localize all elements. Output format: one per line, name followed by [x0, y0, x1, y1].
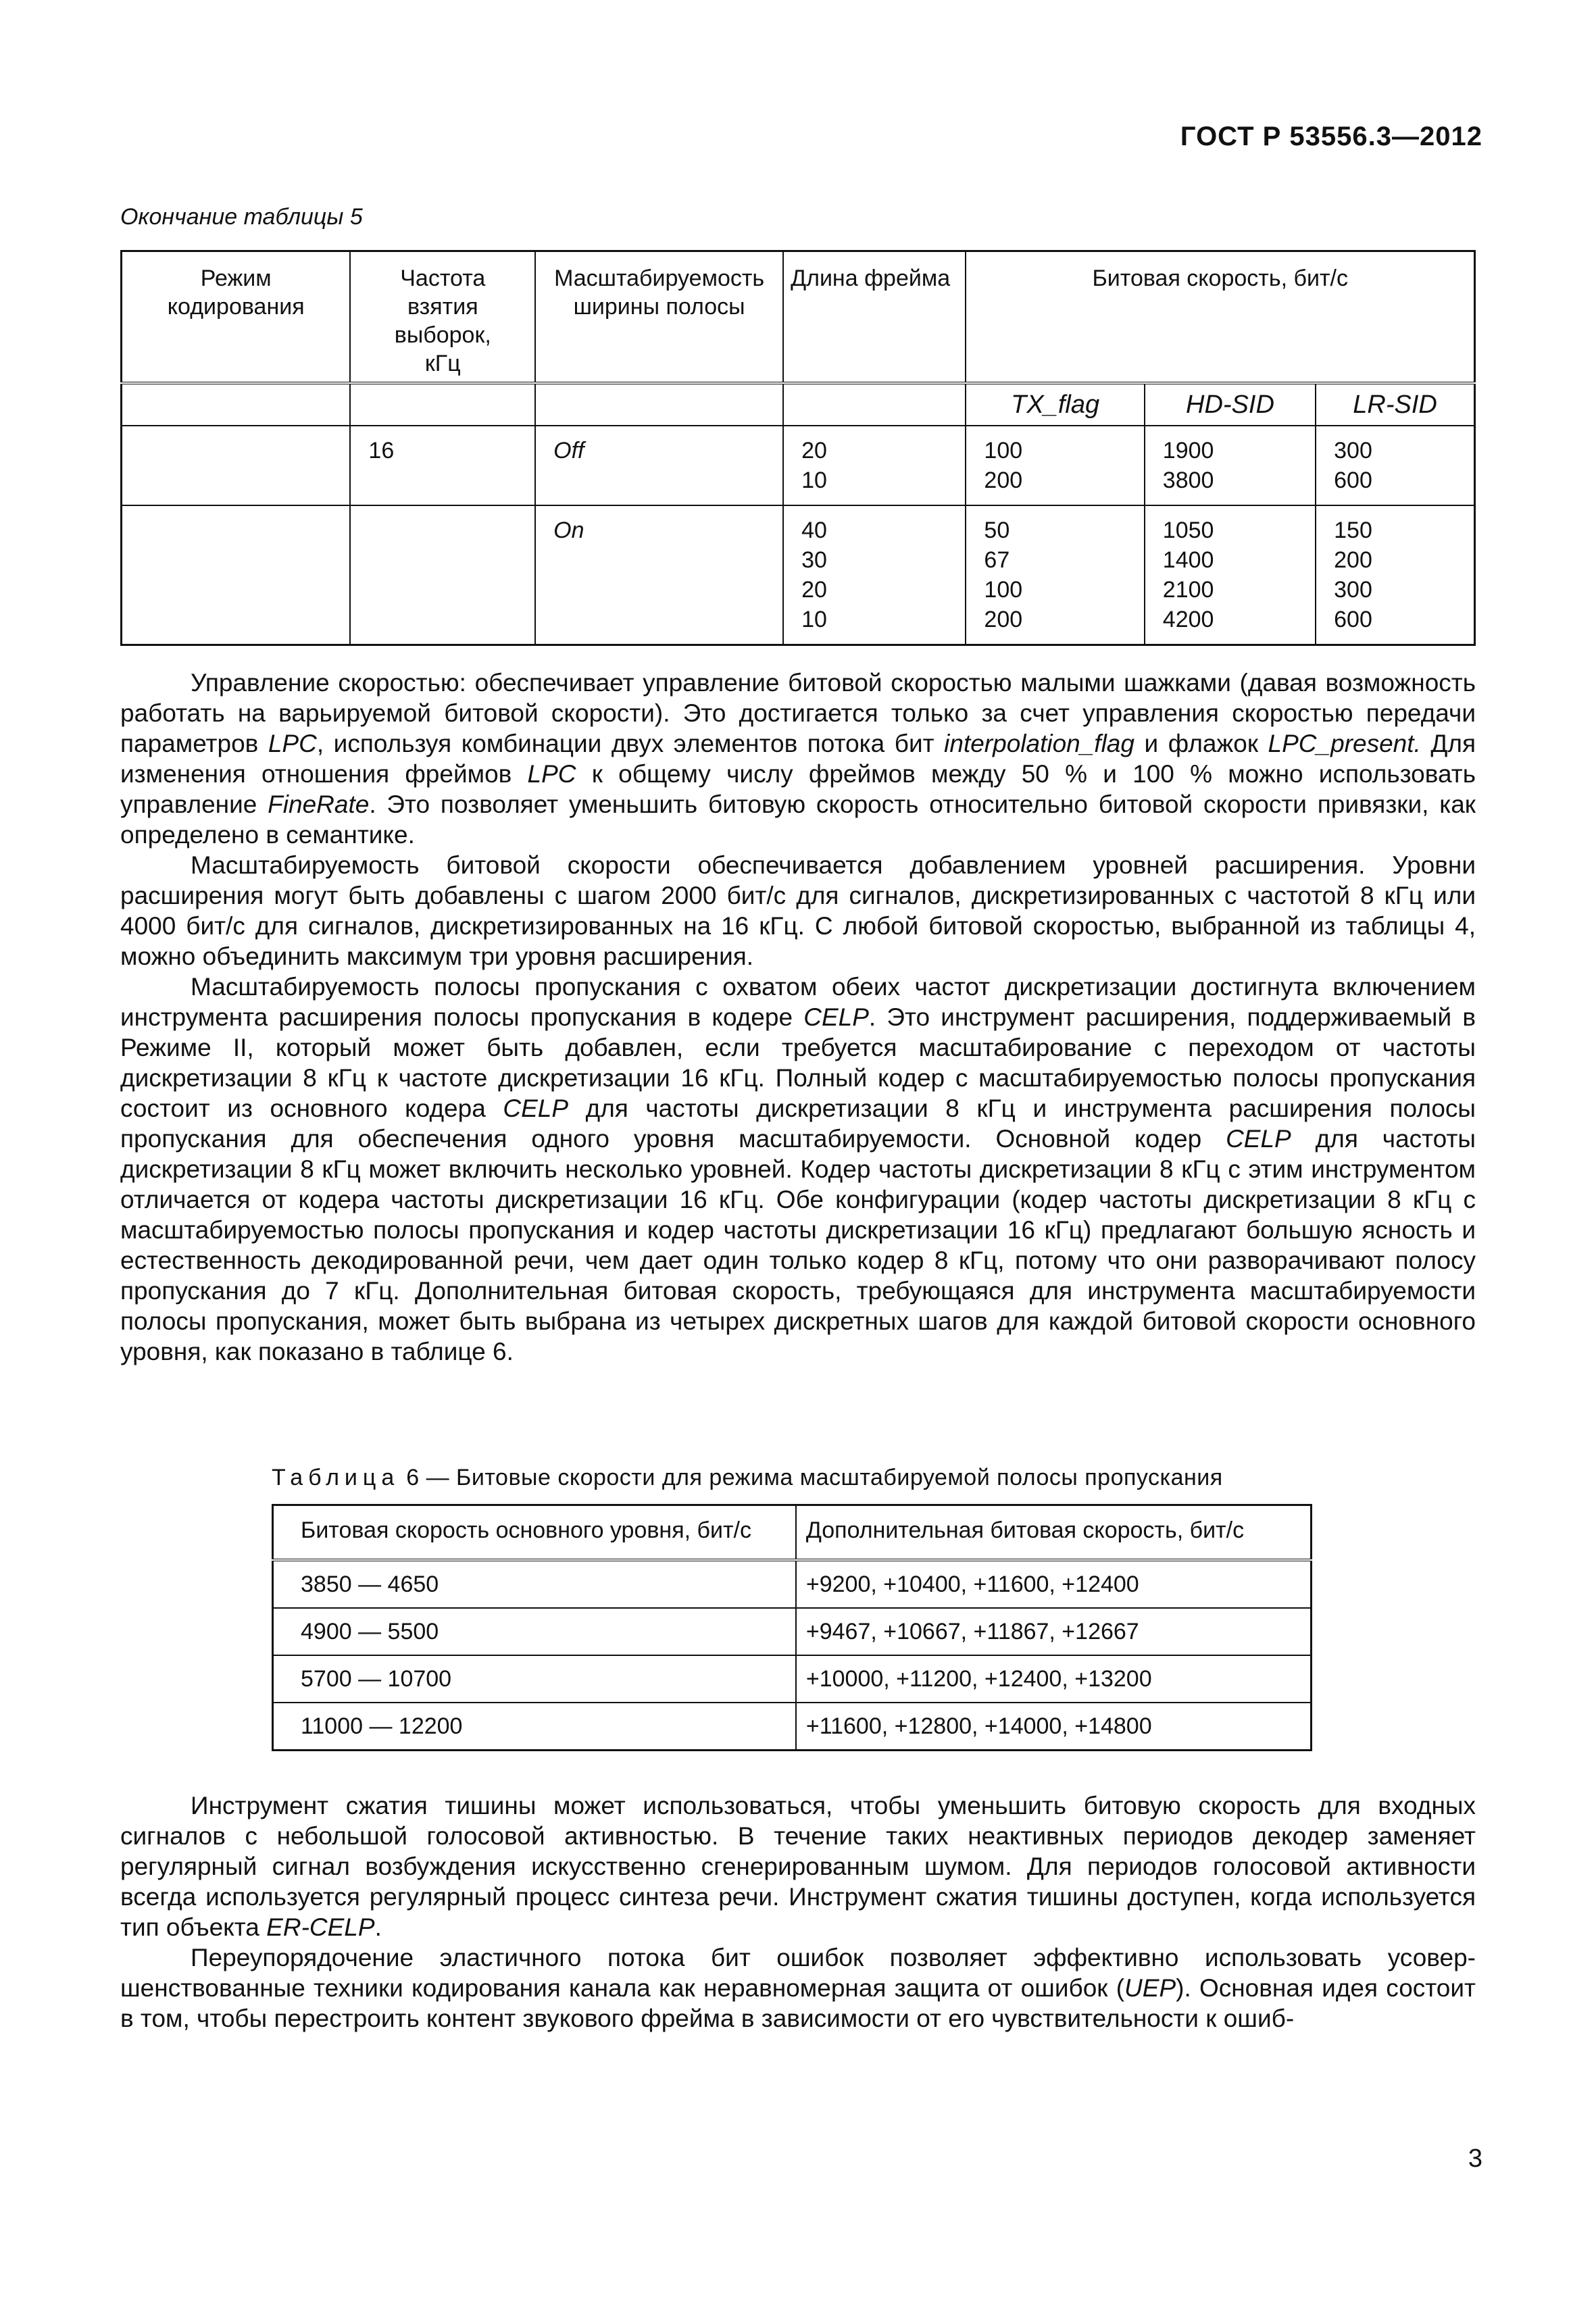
table6-cell-base: 4900 — 5500 — [273, 1608, 796, 1655]
table5-cell-freq — [350, 505, 535, 645]
text-run: ER-CELP — [266, 1913, 375, 1941]
table5-cell-mode — [122, 426, 351, 505]
paragraph-silence-compression — [120, 1790, 1476, 1942]
table6-cell-additional: +10000, +11200, +12400, +13200 — [796, 1655, 1312, 1703]
table6-cell-additional: +11600, +12800, +14000, +14800 — [796, 1703, 1312, 1751]
table6-cell-additional: +9200, +10400, +11600, +12400 — [796, 1560, 1312, 1608]
table5-sub-txflag: TX_flag — [966, 383, 1144, 426]
text-run: CELP — [1226, 1125, 1291, 1153]
table-row — [122, 505, 1475, 645]
table6-cell-base: 11000 — 12200 — [273, 1703, 796, 1751]
text-run: Масштабируемость полосы пропускания с охватом обеих частот дискретизации достигнута включением инструмента расширения полосы пропускания в кодере — [120, 973, 1476, 1031]
text-run: . — [374, 1913, 382, 1941]
table5-cell-frame: 40 30 20 10 — [783, 505, 966, 645]
table5-cell-lr: 300 600 — [1316, 426, 1474, 505]
paragraph-rate-control — [120, 668, 1476, 850]
text-run: LPC_present. — [1268, 730, 1421, 757]
table5-cell-tx: 100 200 — [966, 426, 1144, 505]
table5-sub-empty — [122, 383, 351, 426]
table-row — [273, 1703, 1312, 1751]
table6-header-row — [273, 1505, 1312, 1561]
table5-cell-scal: Off — [535, 426, 783, 505]
table-row — [122, 426, 1475, 505]
table5-subheader-row — [122, 383, 1475, 426]
text-run: interpolation_flag — [944, 730, 1134, 757]
text-run: CELP — [803, 1003, 869, 1031]
table5-header-row — [122, 251, 1475, 384]
table6-cell-base: 5700 — 10700 — [273, 1655, 796, 1703]
table-6 — [272, 1504, 1312, 1751]
table6-cell-base: 3850 — 4650 — [273, 1560, 796, 1608]
table5-cell-freq: 16 — [350, 426, 535, 505]
paragraph-error-resilience — [120, 1942, 1476, 2034]
table6-cell-additional: +9467, +10667, +11867, +12667 — [796, 1608, 1312, 1655]
table-row — [273, 1608, 1312, 1655]
paragraph-bitrate-scalability: Масштабируемость битовой скорости обеспечивается добавлением уровней расширения. Уровни расширения могут быть добавлены с шагом 2000 бит/с для сигналов, дискретизированных с частотой 8 кГц или 4000 бит/с для сигналов, дискретизированных на 16 кГц. С любой битовой скоростью, выбранной из таблицы 4, можно объединить максимум три уровня расширения. — [120, 851, 1476, 970]
paragraph-bandwidth-scalability — [120, 972, 1476, 1367]
table5-sub-lrsid: LR-SID — [1316, 383, 1474, 426]
table5-cell-mode — [122, 505, 351, 645]
text-run: к общему числу фреймов между 50 % и 100 % можно использовать управление — [120, 760, 1476, 818]
table5-caption: Окончание таблицы 5 — [120, 204, 363, 230]
table5-cell-lr: 150 200 300 600 — [1316, 505, 1474, 645]
table6-header-additional: Дополнительная битовая скорость, бит/с — [796, 1505, 1312, 1561]
table5-cell-scal: On — [535, 505, 783, 645]
table6-caption-text: 6 — Битовые скорости для режима масштабируемой полосы пропускания — [399, 1465, 1223, 1490]
table5-header-freq: Частота взятия выборок, кГц — [350, 251, 535, 384]
table5-header-mode: Режим кодирования — [122, 251, 351, 384]
page-number: 3 — [1468, 2144, 1482, 2173]
text-run: Для изменения отношения фреймов — [120, 730, 1476, 788]
text-run: для частоты дискретизации 8 кГц и инструмента расширения полосы пропускания для обеспечения одного уровня масштабируемости. Основной кодер — [120, 1095, 1476, 1153]
table-row — [273, 1560, 1312, 1608]
text-run: , используя комбинации двух элементов потока бит — [316, 730, 945, 757]
text-run: . Это позволяет уменьшить битовую скорость относительно битовой скорости привязки, как определено в семантике. — [120, 790, 1476, 849]
table6-header-base: Битовая скорость основного уровня, бит/с — [273, 1505, 796, 1561]
table-5 — [120, 250, 1476, 646]
text-run: Переупорядочение эластичного потока бит ошибок позволяет эффективно использовать усовершенствованные техники кодирования канала как неравномерная защита от ошибок ( — [120, 1944, 1476, 2002]
table5-cell-hd: 1900 3800 — [1145, 426, 1316, 505]
text-run: ). Основная идея состоит в том, чтобы перестроить контент звукового фрейма в зависимости от его чувствительности к ошиб- — [120, 1974, 1476, 2032]
text-run: FineRate — [268, 790, 370, 818]
table5-sub-empty — [783, 383, 966, 426]
text-run: CELP — [503, 1095, 569, 1122]
text-run: Инструмент сжатия тишины может использоваться, чтобы уменьшить битовую скорость для входных сигналов с небольшой голосовой активностью. В течение таких неактивных периодов декодер заменяет регулярный сигнал возбуждения искусственно сгенерированным шумом. Для периодов голосовой активности всегда используется регулярный процесс синтеза речи. Инструмент сжатия тишины доступен, когда используется тип объекта — [120, 1792, 1476, 1941]
table5-sub-empty — [350, 383, 535, 426]
table5-cell-tx: 50 67 100 200 — [966, 505, 1144, 645]
table-row — [273, 1655, 1312, 1703]
table5-header-bitrate: Битовая скорость, бит/с — [966, 251, 1474, 384]
table5-header-scalability: Масштабируемость ширины полосы — [535, 251, 783, 384]
body-text-block-2 — [120, 1790, 1476, 2034]
text-run: и флажок — [1134, 730, 1268, 757]
table6-caption-prefix: Таблица — [272, 1465, 400, 1490]
document-code: ГОСТ Р 53556.3—2012 — [1180, 122, 1482, 151]
table6-caption — [272, 1465, 1223, 1491]
text-run: UEP — [1124, 1974, 1176, 2002]
text-run: LPC — [268, 730, 317, 757]
body-text-block-1 — [120, 668, 1476, 1367]
text-run: Управление скоростью: обеспечивает управление битовой скоростью малыми шажками (давая возможность работать на варьируемой битовой скорости). Это достигается только за счет управления скоростью передачи параметров — [120, 669, 1476, 757]
table5-sub-empty — [535, 383, 783, 426]
text-run: LPC — [527, 760, 576, 788]
table5-sub-hdsid: HD-SID — [1145, 383, 1316, 426]
table5-header-frame-length: Длина фрейма — [783, 251, 966, 384]
table5-cell-hd: 1050 1400 2100 4200 — [1145, 505, 1316, 645]
table5-cell-frame: 20 10 — [783, 426, 966, 505]
text-run: для частоты дискретизации 8 кГц может включить несколько уровней. Кодер частоты дискретизации 8 кГц с этим инструментом отличается от кодера частоты дискретизации 16 кГц. Обе конфигурации (кодер частоты дискретизации 8 кГц с масштабируемостью полосы пропускания и кодер частоты дискретизации 16 кГц) предлагают большую ясность и естественность декодированной речи, чем дает один только кодер 8 кГц, потому что они разворачивают полосу пропускания до 7 кГц. Дополнительная битовая скорость, требующаяся для инструмента масштабируемости полосы пропускания, может быть выбрана из четырех дискретных шагов для каждой битовой скорости основного уровня, как показано в таблице 6. — [120, 1125, 1476, 1365]
text-run: . Это инструмент расширения, поддерживаемый в Режиме II, который может быть добавлен, если требуется масштабирование с переходом от частоты дискретизации 8 кГц к частоте дискретизации 16 кГц. Полный кодер с масштабируемостью полосы пропускания состоит из основного кодера — [120, 1003, 1476, 1122]
